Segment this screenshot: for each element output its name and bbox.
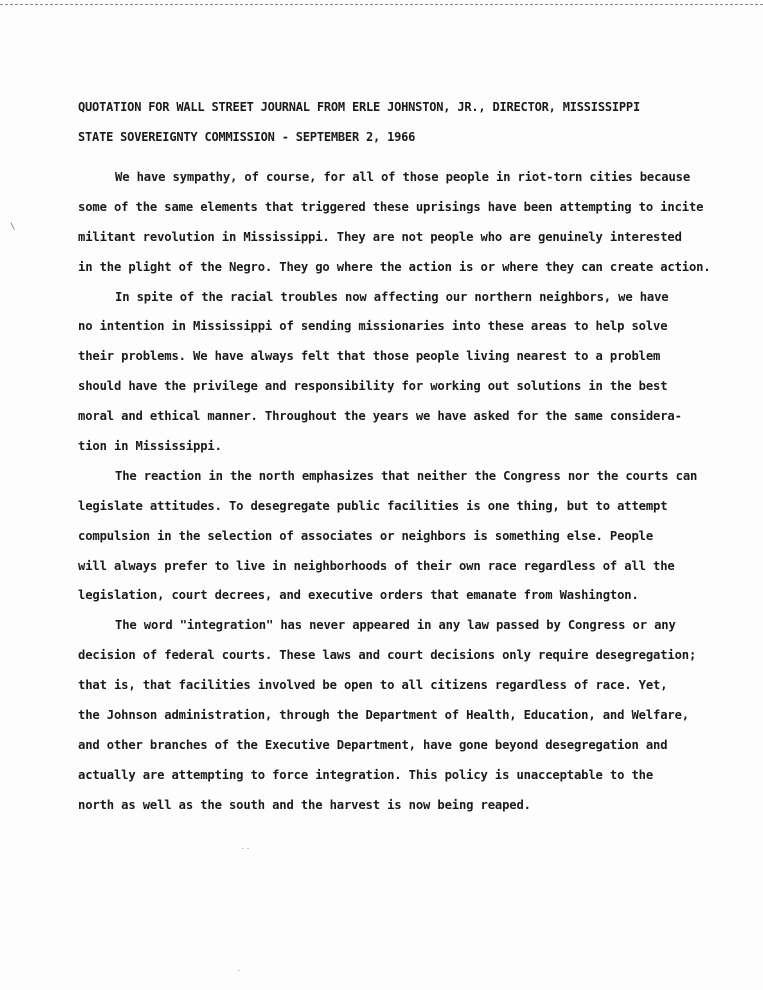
paragraph-line: north as well as the south and the harvest is now being reaped. [78, 797, 531, 812]
paragraph-line: In spite of the racial troubles now affecting our northern neighbors, we have [115, 289, 669, 304]
paragraph-line: militant revolution in Mississippi. They are not people who are genuinely interested [78, 229, 682, 244]
paragraph-line: some of the same elements that triggered these uprisings have been attempting to incite [78, 199, 704, 214]
paragraph-line: the Johnson administration, through the Department of Health, Education, and Welfare, [78, 708, 689, 723]
paragraph-line: should have the privilege and responsibility for working out solutions in the best [78, 379, 668, 394]
paragraph-line: will always prefer to live in neighborhoods of their own race regardless of all the [78, 558, 675, 573]
paragraph-line: moral and ethical manner. Throughout the years we have asked for the same considera- [78, 409, 682, 424]
document-body [78, 163, 748, 821]
paragraph-line: no intention in Mississippi of sending missionaries into these areas to help solve [78, 319, 668, 334]
paragraph-2 [78, 283, 748, 462]
paragraph-line: tion in Mississippi. [78, 439, 222, 454]
heading-line-2: STATE SOVEREIGNTY COMMISSION - SEPTEMBER 2, 1966 [78, 130, 416, 144]
paragraph-line: compulsion in the selection of associates or neighbors is something else. People [78, 528, 653, 543]
document-heading [78, 92, 738, 152]
scan-speck: \ [10, 222, 16, 232]
scan-speck: ˙˙ [240, 848, 251, 858]
paragraph-line: their problems. We have always felt that those people living nearest to a problem [78, 349, 661, 364]
paragraph-4 [78, 611, 748, 820]
paragraph-line: The reaction in the north emphasizes that neither the Congress nor the courts can [115, 468, 698, 483]
paragraph-line: legislation, court decrees, and executive orders that emanate from Washington. [78, 588, 639, 603]
paragraph-line: legislate attitudes. To desegregate public facilities is one thing, but to attempt [78, 498, 668, 513]
top-edge-rule [0, 4, 763, 5]
paragraph-line: that is, that facilities involved be open to all citizens regardless of race. Yet, [78, 678, 668, 693]
paragraph-line: actually are attempting to force integration. This policy is unacceptable to the [78, 767, 653, 782]
paragraph-line: We have sympathy, of course, for all of those people in riot-torn cities because [115, 170, 690, 184]
paragraph-line: The word "integration" has never appeared in any law passed by Congress or any [115, 618, 676, 633]
paragraph-line: and other branches of the Executive Department, have gone beyond desegregation and [78, 737, 668, 752]
paragraph-line: decision of federal courts. These laws and court decisions only require desegregation; [78, 648, 697, 663]
paragraph-3 [78, 462, 748, 611]
scan-speck: ˙ [236, 970, 242, 980]
paragraph-line: in the plight of the Negro. They go where the action is or where they can create action. [78, 259, 711, 274]
paragraph-1 [78, 163, 748, 283]
heading-line-1: QUOTATION FOR WALL STREET JOURNAL FROM ERLE JOHNSTON, JR., DIRECTOR, MISSISSIPPI [78, 100, 640, 114]
